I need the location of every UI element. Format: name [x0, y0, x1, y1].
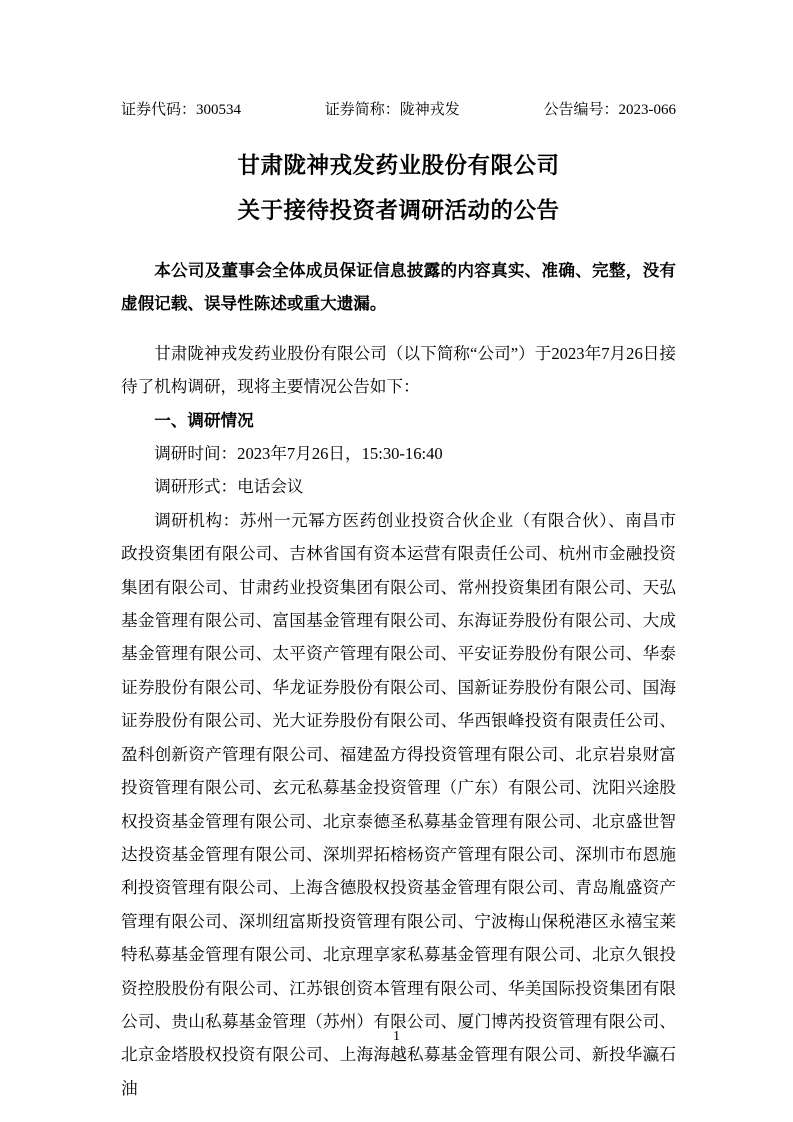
section-heading-survey-overview: 一、调研情况: [154, 410, 254, 430]
announcement-title: 关于接待投资者调研活动的公告: [237, 198, 560, 223]
company-title: 甘肃陇神戎发药业股份有限公司: [237, 153, 560, 178]
intro-paragraph: 甘肃陇神戎发药业股份有限公司（以下简称“公司”）于2023年7月26日接待了机构调研，现将主要情况公告如下：: [121, 343, 676, 397]
doc-header: [121, 100, 676, 120]
page-number: 1: [393, 1029, 400, 1044]
survey-format-line: 调研形式：电话会议: [154, 477, 304, 497]
declaration-paragraph: 本公司及董事会全体成员保证信息披露的内容真实、准确、完整，没有虚假记载、误导性陈述或重大遗漏。: [121, 261, 676, 314]
survey-time-line: 调研时间：2023年7月26日，15:30-16:40: [154, 444, 443, 464]
announcement-number: 公告编号：2023-066: [543, 102, 676, 118]
stock-short-name: 证券简称：陇神戎发: [324, 102, 460, 118]
stock-code: 证券代码：300534: [121, 102, 242, 118]
survey-institutions-paragraph: 调研机构：苏州一元幂方医药创业投资合伙企业（有限合伙）、南昌市政投资集团有限公司、吉林省国有资本运营有限责任公司、杭州市金融投资集团有限公司、甘肃药业投资集团有限公司、常州投资集团有限公司、天弘基金管理有限公司、富国基金管理有限公司、东海证券股份有限公司、大成基金管理有限公司、太平资产管理有限公司、平安证券股份有限公司、华泰证券股份有限公司、华龙证券股份有限公司、国新证券股份有限公司、国海证券股份有限公司、光大证券股份有限公司、华西银峰投资有限责任公司、盈科创新资产管理有限公司、福建盈方得投资管理有限公司、北京岩泉财富投资管理有限公司、玄元私募基金投资管理（广东）有限公司、沈阳兴途股权投资基金管理有限公司、北京泰德圣私募基金管理有限公司、北京盛世智达投资基金管理有限公司、深圳羿拓榕杨资产管理有限公司、深圳市布恩施利投资管理有限公司、上海含德股权投资基金管理有限公司、青岛胤盛资产管理有限公司、深圳纽富斯投资管理有限公司、宁波梅山保税港区永禧宝莱特私募基金管理有限公司、北京理享家私募基金管理有限公司、北京久银投资控股股份有限公司、江苏银创资本管理有限公司、华美国际投资集团有限公司、贵山私募基金管理（苏州）有限公司、厦门博芮投资管理有限公司、北京金塔股权投资有限公司、上海海越私募基金管理有限公司、新投华瀛石油: [121, 510, 676, 1098]
